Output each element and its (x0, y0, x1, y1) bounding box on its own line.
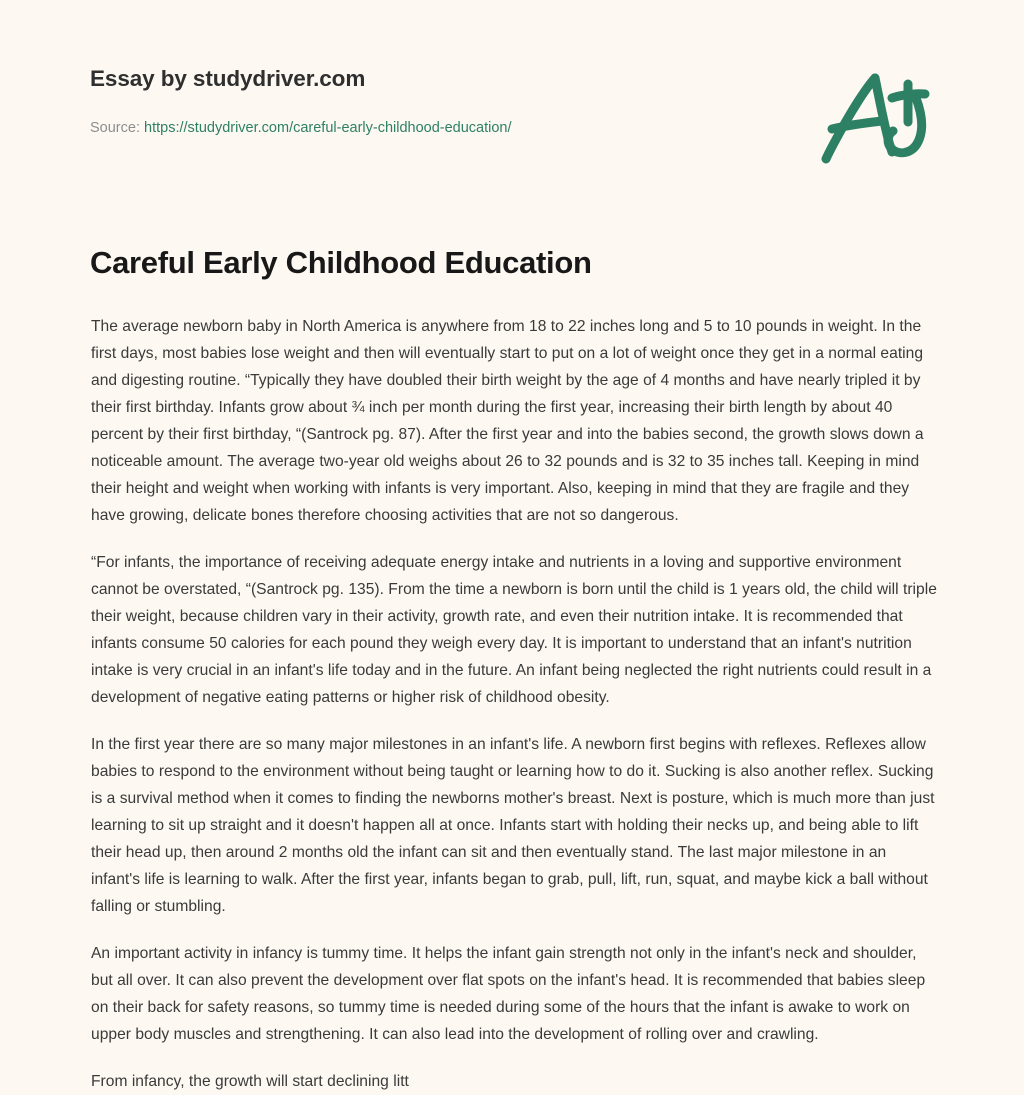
essay-body (91, 313, 939, 1095)
paragraph-1: The average newborn baby in North America is anywhere from 18 to 22 inches long and 5 to 10 pounds in weight. In the first days, most babies lose weight and then will eventually start to put on a lot of weight once they get in a normal eating and digesting routine. “Typically they have doubled their birth weight by the age of 4 months and have nearly tripled it by their first birthday. Infants grow about ¾ inch per month during the first year, increasing their birth length by about 40 percent by their first birthday, “(Santrock pg. 87). After the first year and into the babies second, the growth slows down a noticeable amount. The average two-year old weighs about 26 to 32 pounds and is 32 to 35 inches tall. Keeping in mind their height and weight when working with infants is very important. Also, keeping in mind that they are fragile and they have growing, delicate bones therefore choosing activities that are not so dangerous. (91, 318, 924, 524)
studydriver-a-plus-logo (812, 62, 940, 170)
source-label: Source: (90, 120, 140, 136)
paragraph-2: “For infants, the importance of receiving adequate energy intake and nutrients in a loving and supportive environment cannot be overstated, “(Santrock pg. 135). From the time a newborn is born until the child is 1 years old, the child will triple their weight, because children vary in their activity, growth rate, and even their nutrition intake. It is recommended that infants consume 50 calories for each pound they weigh every day. It is important to understand that an infant's nutrition intake is very crucial in an infant's life today and in the future. An infant being neglected the right nutrients could result in a development of negative eating patterns or higher risk of childhood obesity. (91, 554, 937, 706)
a-plus-logo-icon (812, 62, 940, 170)
paragraph-4: An important activity in infancy is tummy time. It helps the infant gain strength not only in the infant's neck and shoulder, but all over. It can also prevent the development over flat spots on the infant's head. It is recommended that babies sleep on their back for safety reasons, so tummy time is needed during some of the hours that the infant is awake to work on upper body muscles and strengthening. It can also lead into the development of rolling over and crawling. (91, 945, 926, 1043)
source-url-link[interactable]: https://studydriver.com/careful-early-childhood-education/ (144, 120, 512, 136)
brand-heading: Essay by studydriver.com (90, 66, 366, 91)
paragraph-5-truncated: From infancy, the growth will start declining litt (91, 1073, 409, 1090)
document-header (0, 0, 1024, 200)
page-title: Careful Early Childhood Education (90, 245, 592, 280)
paragraph-3: In the first year there are so many major milestones in an infant's life. A newborn first begins with reflexes. Reflexes allow babies to respond to the environment without being taught or learning how to do it. Sucking is also another reflex. Sucking is a survival method when it comes to finding the newborns mother's breast. Next is posture, which is much more than just learning to sit up straight and it doesn't happen all at once. Infants start with holding their necks up, and being able to lift their head up, then around 2 months old the infant can sit and then eventually stand. The last major milestone in an infant's life is learning to walk. After the first year, infants began to grab, pull, lift, run, squat, and maybe kick a ball without falling or stumbling. (91, 736, 935, 915)
source-line (90, 118, 512, 138)
